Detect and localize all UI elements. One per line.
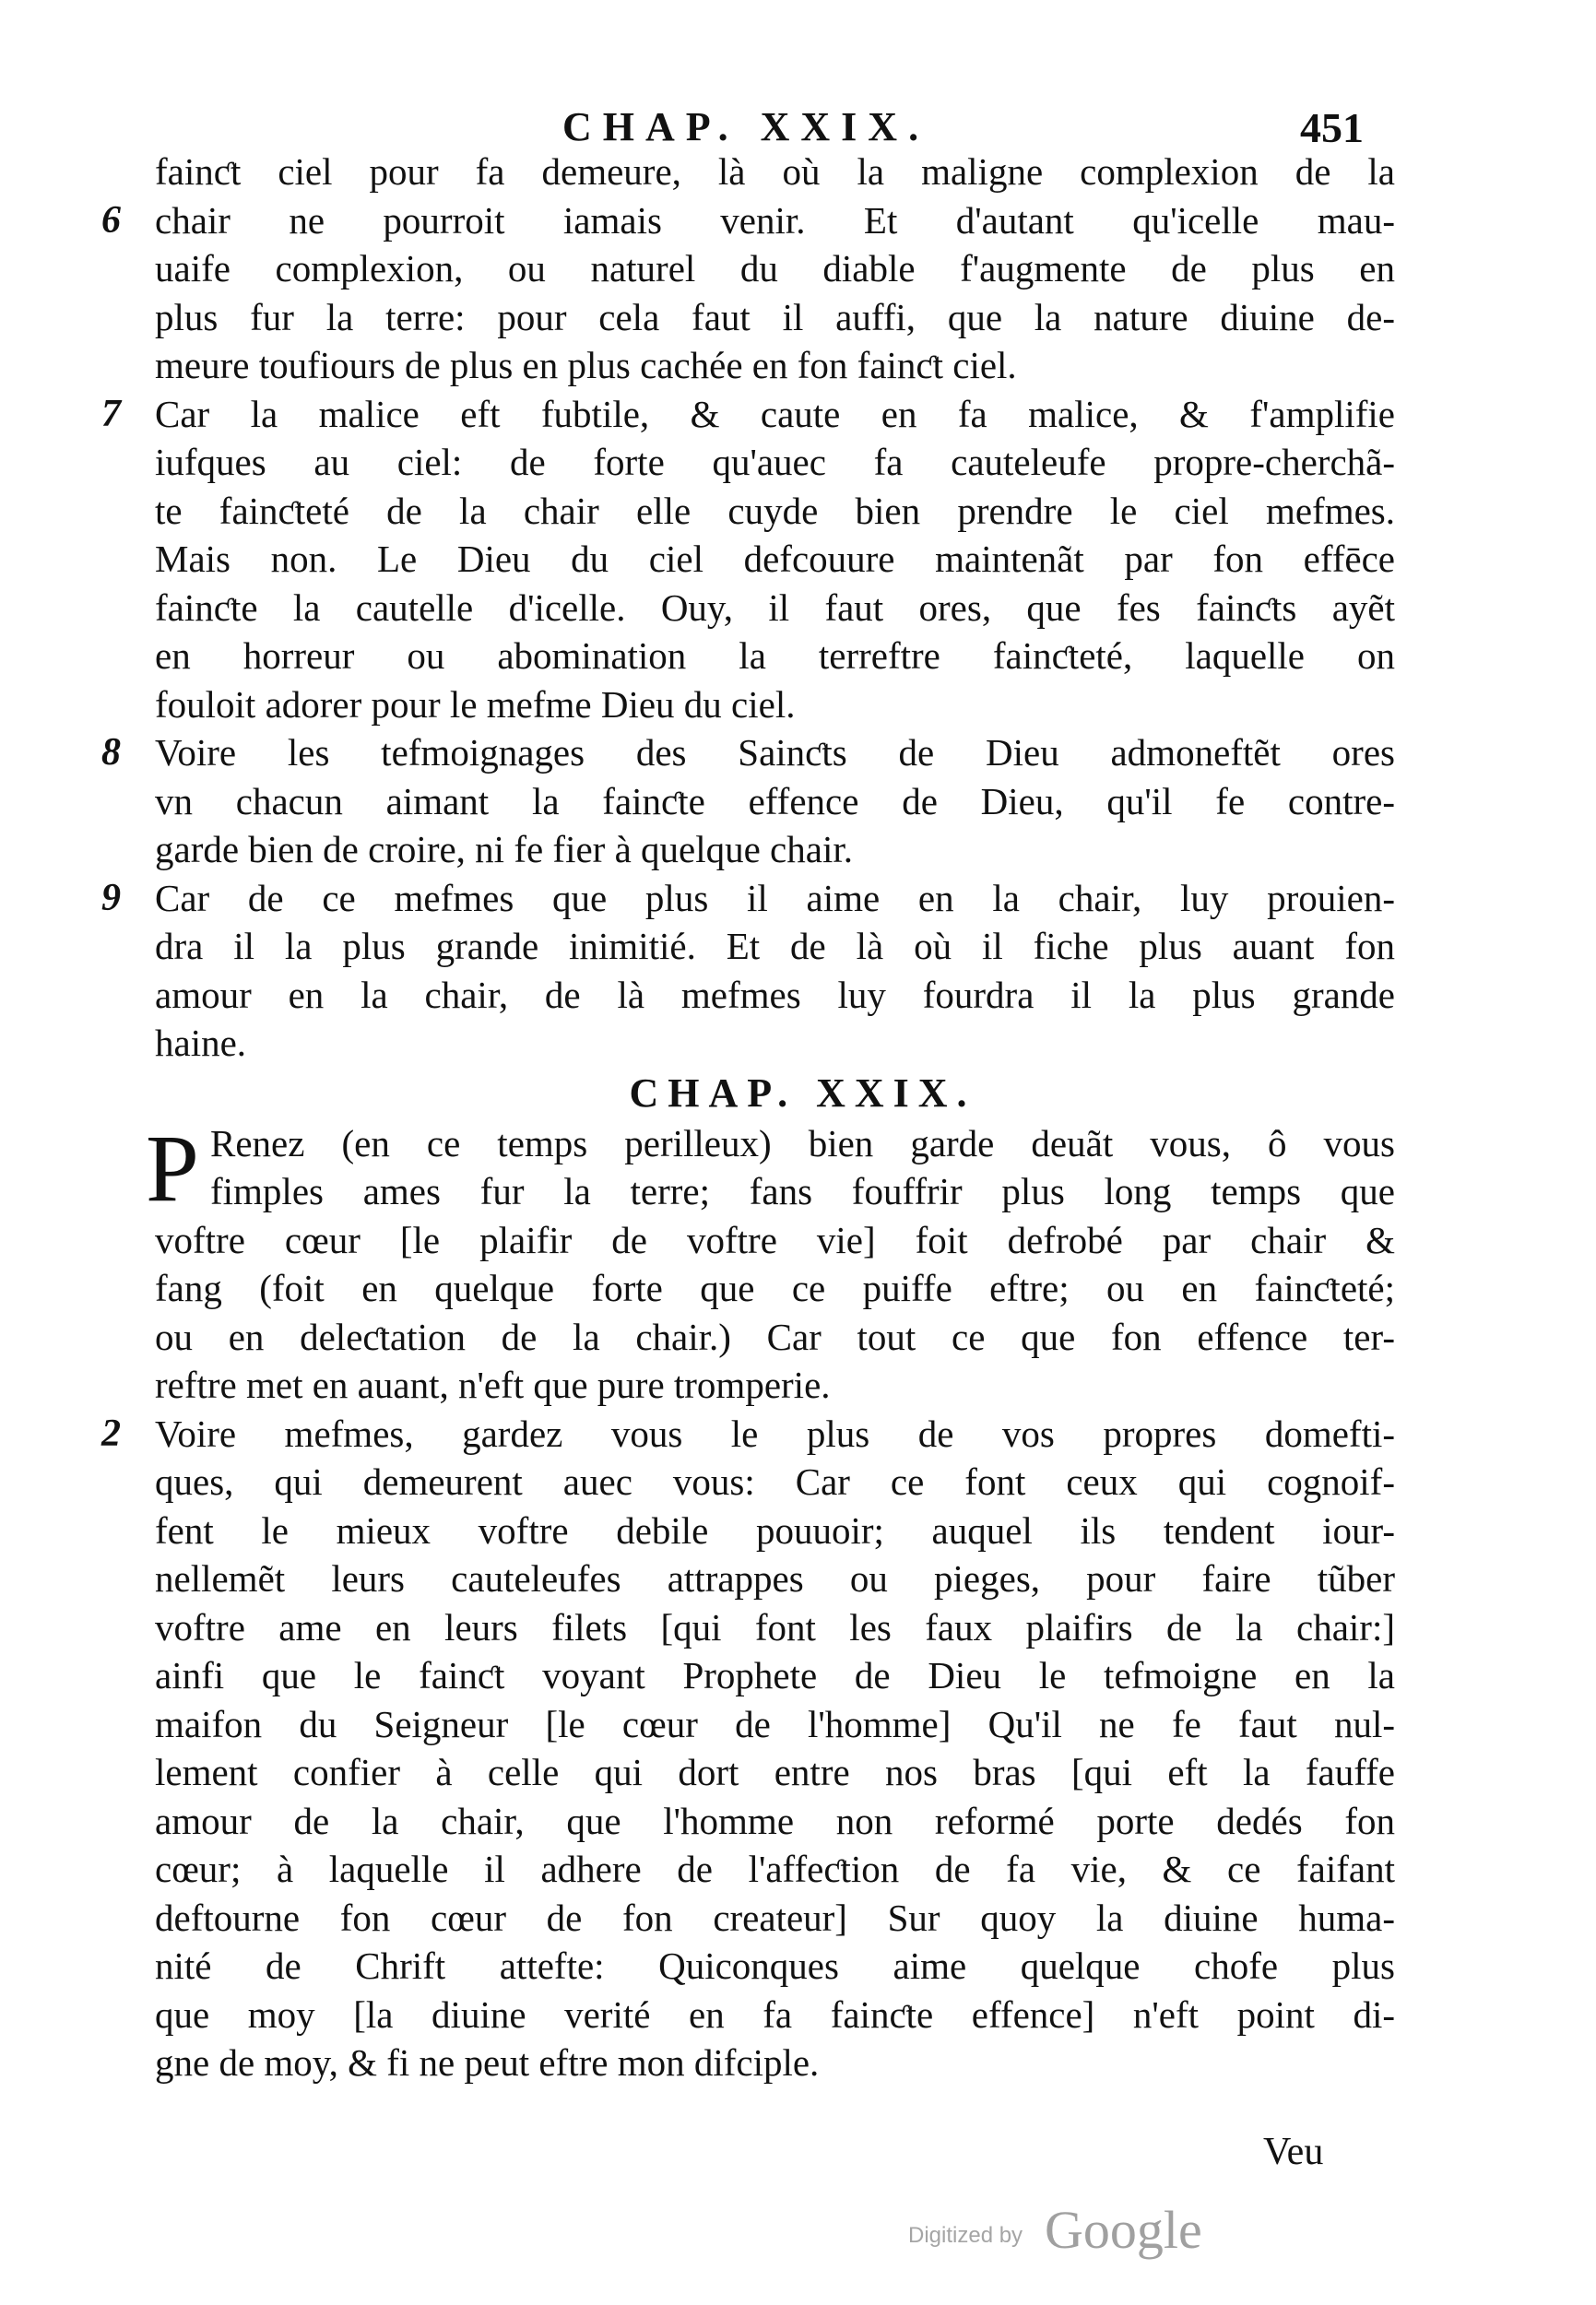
- line-text: fang (foit en quelque forte que ce puiffe eftre; ou en fainƈteté;: [155, 1267, 1395, 1309]
- line-text: nellemẽt leurs cauteleufes attrappes ou pieges, pour faire tũber: [155, 1557, 1395, 1600]
- body-text: [101, 148, 1395, 2087]
- line-text: meure toufiours de plus en plus cachée en fon fainƈt ciel.: [155, 344, 1017, 386]
- chapter-heading: CHAP. XXIX.: [629, 1070, 976, 1116]
- text-line: [155, 244, 1395, 293]
- line-text: deftourne fon cœur de fon createur] Sur quoy la diuine huma-: [155, 1896, 1395, 1939]
- line-text: Renez (en ce temps perilleux) bien garde deuãt vous, ô vous: [210, 1121, 1395, 1164]
- line-text: vn chacun aimant la fainƈte effence de Dieu, qu'il fe contre-: [155, 779, 1395, 822]
- text-line: [155, 680, 1395, 729]
- line-text: uaife complexion, ou naturel du diable f'augmente de plus en: [155, 247, 1395, 290]
- text-line: [155, 1748, 1395, 1797]
- text-line: [155, 535, 1395, 584]
- catchword: Veu: [1263, 2131, 1324, 2173]
- text-line: [155, 487, 1395, 536]
- text-line: [155, 1942, 1395, 1991]
- line-text: cœur; à laquelle il adhere de l'affeƈtion de fa vie, & ce faifant: [155, 1848, 1395, 1890]
- line-text: dra il la plus grande inimitié. Et de là où il fiche plus auant fon: [155, 925, 1395, 967]
- line-text: reftre met en auant, n'eft que pure tromperie.: [155, 1364, 831, 1406]
- line-text: Voire les tefmoignages des Sainƈts de Dieu admoneftẽt ores: [155, 731, 1395, 774]
- text-line: [155, 341, 1395, 390]
- line-text: voftre cœur [le plaifir de voftre vie] foit defrobé par chair &: [155, 1218, 1395, 1261]
- line-text: fimples ames fur la terre; fans fouffrir plus long temps que: [210, 1170, 1395, 1212]
- line-text: amour en la chair, de là mefmes luy fourdra il la plus grande: [155, 973, 1395, 1016]
- watermark-prefix: Digitized by: [908, 2223, 1023, 2248]
- text-line: [155, 1700, 1395, 1749]
- text-line: [101, 196, 1395, 245]
- text-line: [155, 1507, 1395, 1555]
- line-text: en horreur ou abomination la terreftre fainƈteté, laquelle on: [155, 634, 1395, 677]
- line-text: fainƈte la cautelle d'icelle. Ouy, il faut ores, que fes fainƈts ayẽt: [155, 585, 1395, 629]
- text-line: [155, 1458, 1395, 1507]
- digitized-watermark: [908, 2199, 1240, 2264]
- line-text: Mais non. Le Dieu du ciel defcouure maintenãt par fon effēce: [155, 538, 1395, 580]
- text-line: [155, 1651, 1395, 1700]
- line-text: plus fur la terre: pour cela faut il auffi, que la nature diuine de-: [155, 295, 1395, 338]
- text-line: [155, 777, 1395, 826]
- text-line: [155, 584, 1395, 632]
- text-line: [101, 390, 1395, 439]
- text-line: [155, 2039, 1395, 2087]
- text-line: [155, 293, 1395, 342]
- text-line: [155, 1313, 1395, 1362]
- line-text: Voire mefmes, gardez vous le plus de vos propres domefti-: [155, 1412, 1395, 1455]
- line-text: fent le mieux voftre debile pouuoir; auquel ils tendent iour-: [155, 1508, 1395, 1552]
- line-text: Car la malice eft fubtile, & caute en fa malice, & f'amplifie: [155, 392, 1395, 435]
- passage-chapter-start: [101, 1115, 1395, 2087]
- text-line: [155, 1845, 1395, 1894]
- line-text: lement confier à celle qui dort entre nos bras [qui eft la fauffe: [155, 1751, 1395, 1793]
- line-text: ainfi que le fainƈt voyant Prophete de Dieu le tefmoigne en la: [155, 1654, 1395, 1696]
- line-text: ques, qui demeurent auec vous: Car ce font ceux qui cognoif-: [155, 1460, 1395, 1503]
- line-text: que moy [la diuine verité en fa fainƈte effence] n'eft point di-: [155, 1992, 1395, 2036]
- line-text: voftre ame en leurs filets [qui font les faux plaifirs de la chair:]: [155, 1605, 1395, 1649]
- text-line: [155, 1554, 1395, 1603]
- text-line: [101, 874, 1395, 923]
- line-text: chair ne pourroit iamais venir. Et d'autant qu'icelle mau-: [155, 198, 1395, 242]
- text-line: [155, 1894, 1395, 1943]
- line-text: te fainƈteté de la chair elle cuyde bien prendre le ciel mefmes.: [155, 489, 1395, 532]
- text-line: [155, 148, 1395, 196]
- line-text: nité de Chrift attefte: Quiconques aime quelque chofe plus: [155, 1944, 1395, 1987]
- page-number: 451: [1300, 104, 1364, 151]
- text-line: [155, 632, 1395, 680]
- line-text: fouloit adorer pour le mefme Dieu du ciel.: [155, 682, 796, 726]
- verse-number: 2: [101, 1412, 121, 1455]
- running-head-title: CHAP. XXIX.: [562, 104, 930, 149]
- verse-number: 9: [101, 876, 121, 919]
- text-line: [155, 1361, 1395, 1410]
- text-line: [155, 1019, 1395, 1068]
- line-text: gne de moy, & fi ne peut eftre mon difciple.: [155, 2041, 820, 2084]
- line-text: iufques au ciel: de forte qu'auec fa cauteleufe propre-cherchã-: [155, 441, 1395, 483]
- text-line: [155, 1167, 1395, 1216]
- verse-number: 8: [101, 731, 121, 774]
- line-text: maifon du Seigneur [le cœur de l'homme] Qu'il ne fe faut nul-: [155, 1702, 1395, 1745]
- text-line: [155, 1216, 1395, 1265]
- text-line: [155, 1603, 1395, 1652]
- line-text: fainƈt ciel pour fa demeure, là où la maligne complexion de la: [155, 150, 1395, 193]
- text-line: [155, 922, 1395, 971]
- google-logo: Google: [1045, 2200, 1202, 2260]
- verse-number: 6: [101, 198, 121, 242]
- line-text: garde bien de croire, ni fe fier à quelque chair.: [155, 828, 853, 870]
- text-line: [155, 1264, 1395, 1313]
- text-line: [101, 1410, 1395, 1459]
- line-text: haine.: [155, 1022, 247, 1064]
- text-line: [155, 971, 1395, 1020]
- line-text: amour de la chair, que l'homme non reformé porte dedés fon: [155, 1799, 1395, 1842]
- passage-chapter-end: [101, 148, 1395, 1068]
- text-line: [101, 728, 1395, 777]
- text-line: [155, 1991, 1395, 2039]
- line-text: ou en deleƈtation de la chair.) Car tout ce que fon effence ter-: [155, 1315, 1395, 1358]
- text-line: [155, 825, 1395, 874]
- text-line: [155, 1797, 1395, 1846]
- text-line: [155, 438, 1395, 487]
- drop-capital: P: [146, 1115, 199, 1222]
- verse-number: 7: [101, 392, 121, 435]
- line-text: Car de ce mefmes que plus il aime en la chair, luy prouien-: [155, 876, 1395, 919]
